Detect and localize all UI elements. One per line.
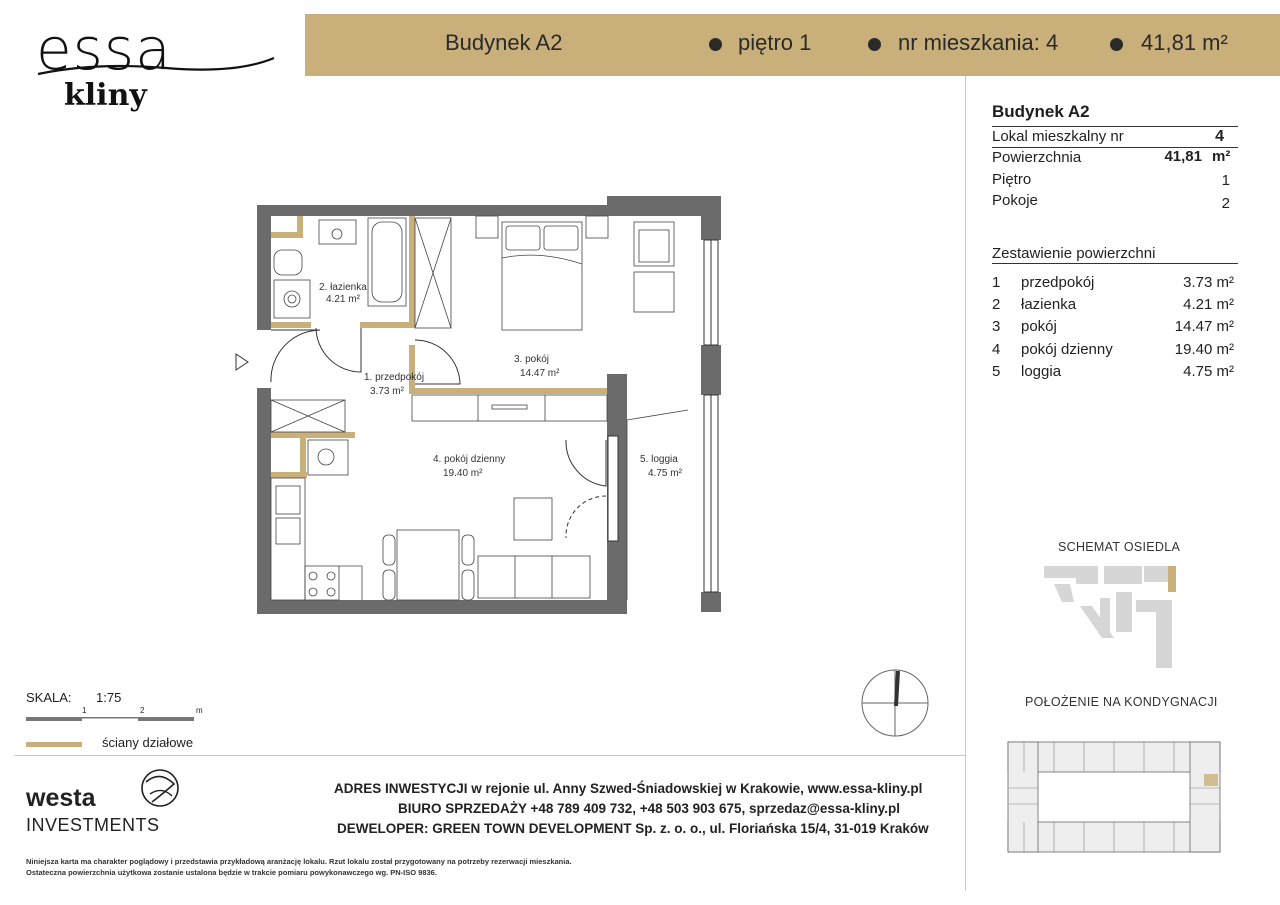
scale-tick: m	[196, 706, 203, 715]
room-area: 4.21 m²	[1183, 296, 1234, 313]
compass-icon	[855, 668, 935, 738]
entrance-arrow-icon	[236, 354, 248, 370]
westa-logo-icon	[136, 766, 184, 810]
info-label-rooms: Pokoje	[992, 192, 1038, 209]
plan-area-living: 19.40 m²	[443, 468, 483, 479]
logo-kliny: kliny	[64, 78, 147, 113]
footer-sales: BIURO SPRZEDAŻY +48 789 409 732, +48 503 903 675, sprzedaz@essa-kliny.pl	[398, 801, 900, 816]
footer-developer: DEWELOPER: GREEN TOWN DEVELOPMENT Sp. z. o. o., ul. Floriańska 15/4, 31-019 Kraków	[337, 821, 929, 836]
info-title: Budynek A2	[992, 102, 1090, 121]
room-area: 3.73 m²	[1183, 274, 1234, 291]
room-name: pokój	[1021, 318, 1057, 335]
room-area: 19.40 m²	[1174, 341, 1234, 358]
floor-position-map	[1004, 738, 1224, 858]
footer-divider	[14, 755, 965, 756]
info-value-floor: 1	[1221, 172, 1230, 189]
plan-area-room: 14.47 m²	[520, 368, 560, 379]
schema-title: SCHEMAT OSIEDLA	[1058, 540, 1181, 554]
plan-label-loggia: 5. loggia	[640, 454, 678, 465]
plan-label-hall: 1. przedpokój	[364, 372, 425, 383]
info-label-area: Powierzchnia	[992, 149, 1082, 166]
room-no: 3	[992, 318, 1001, 335]
bullet-icon	[709, 38, 722, 51]
bullet-icon	[868, 38, 881, 51]
westa-logo-sub: INVESTMENTS	[26, 815, 160, 835]
room-no: 2	[992, 296, 1001, 313]
partition-legend-swatch	[26, 742, 82, 747]
room-name: przedpokój	[1021, 274, 1095, 291]
bullet-icon	[1110, 38, 1123, 51]
info-unit-area: m²	[1212, 148, 1231, 165]
scale-label: SKALA:	[26, 690, 72, 705]
header-bar	[305, 14, 1280, 76]
footer-address: ADRES INWESTYCJI w rejonie ul. Anny Szwed-Śniadowskiej w Krakowie, www.essa-kliny.pl	[334, 781, 923, 796]
site-schema	[1040, 562, 1185, 672]
room-name: loggia	[1021, 363, 1062, 380]
breakdown-title: Zestawienie powierzchni	[992, 245, 1156, 262]
disclaimer-line: Ostateczna powierzchnia użytkowa zostanie ustalona będzie w trakcie pomiaru powykonawczego wg. PN-ISO 9836.	[26, 868, 437, 877]
floor-position-title: POŁOŻENIE NA KONDYGNACJI	[1025, 695, 1218, 709]
scale-bar	[26, 714, 206, 724]
disclaimer-line: Niniejsza karta ma charakter poglądowy i przedstawia przykładową aranżację lokalu. Rzut lokalu został przygotowany na potrzeby rezerwacji mieszkania.	[26, 857, 572, 866]
scale-tick: 2	[140, 706, 145, 715]
floor-plan	[225, 190, 735, 620]
westa-logo-text: westa	[26, 784, 96, 812]
divider	[992, 126, 1238, 127]
divider	[992, 263, 1238, 264]
info-value-area: 41,81	[1164, 148, 1202, 165]
scale-value: 1:75	[96, 690, 122, 705]
header-building: Budynek A2	[445, 30, 563, 55]
room-name: łazienka	[1021, 296, 1077, 313]
plan-area-hall: 3.73 m²	[370, 386, 404, 397]
logo-essa: essa	[36, 15, 172, 83]
info-value-apartment: 4	[1215, 128, 1224, 145]
info-label-floor: Piętro	[992, 171, 1032, 188]
room-no: 5	[992, 363, 1001, 380]
info-label-apartment: Lokal mieszkalny nr	[992, 128, 1124, 145]
header-floor: piętro 1	[738, 30, 812, 55]
plan-label-living: 4. pokój dzienny	[433, 454, 506, 465]
plan-label-room: 3. pokój	[514, 354, 550, 365]
plan-area-loggia: 4.75 m²	[648, 468, 682, 479]
info-value-rooms: 2	[1221, 195, 1230, 212]
header-apartment: nr mieszkania: 4	[898, 30, 1059, 55]
plan-label-bath: 2. łazienka	[319, 282, 367, 293]
room-area: 14.47 m²	[1174, 318, 1234, 335]
room-area: 4.75 m²	[1183, 363, 1234, 380]
room-no: 1	[992, 274, 1001, 291]
scale-tick: 1	[82, 706, 87, 715]
room-no: 4	[992, 341, 1001, 358]
plan-area-bath: 4.21 m²	[326, 294, 360, 305]
partition-legend-label: ściany działowe	[102, 735, 194, 750]
room-name: pokój dzienny	[1021, 341, 1113, 358]
exterior-walls	[257, 196, 721, 614]
header-area: 41,81 m²	[1141, 30, 1228, 55]
